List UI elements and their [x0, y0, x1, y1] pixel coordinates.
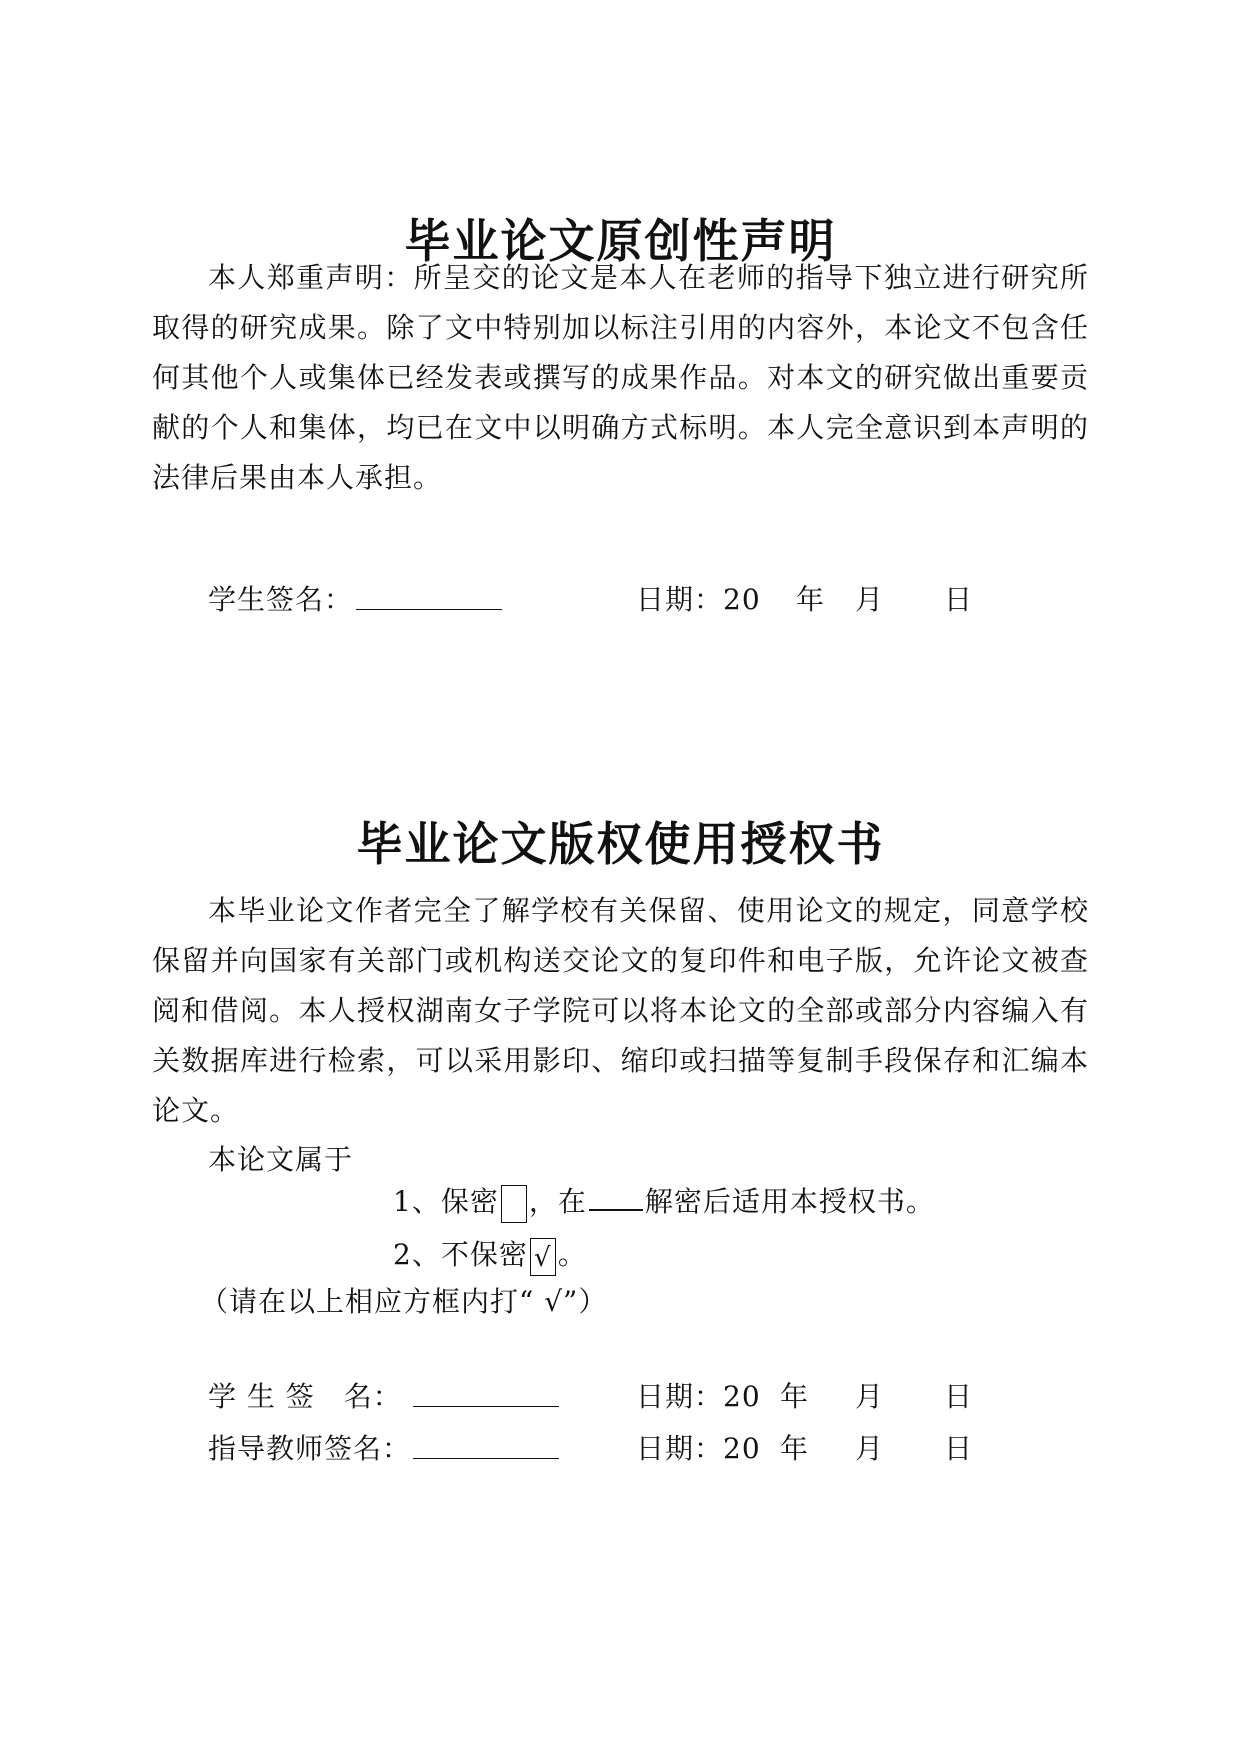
declaration-signature-line[interactable] [356, 609, 502, 610]
declaration-day-label: 日 [944, 583, 974, 616]
not-confidential-checkbox[interactable]: √ [530, 1238, 556, 1276]
teacher-date-label: 日期：20 [636, 1432, 761, 1465]
option-not-confidential-prefix: 2、不保密 [393, 1238, 528, 1271]
confidential-checkbox[interactable] [501, 1185, 527, 1223]
student-date-label: 日期：20 [636, 1380, 761, 1413]
student-month-label: 月 [855, 1380, 885, 1413]
teacher-signature-label: 指导教师签名： [208, 1432, 412, 1465]
declassify-date-blank[interactable] [589, 1181, 643, 1211]
option-not-confidential-suffix: 。 [557, 1238, 587, 1271]
option-confidential [393, 1180, 935, 1223]
checkbox-instruction-note: （请在以上相应方框内打“ √”） [200, 1285, 608, 1318]
student-day-label: 日 [944, 1380, 974, 1413]
option-confidential-prefix: 1、保密 [393, 1185, 499, 1218]
authorization-title: 毕业论文版权使用授权书 [356, 817, 885, 871]
declaration-signature-label: 学生签名： [208, 583, 354, 616]
option-confidential-mid: ，在 [528, 1185, 587, 1218]
student-signature-label: 学 生 签 名： [208, 1380, 402, 1413]
declaration-month-label: 月 [855, 583, 885, 616]
declaration-date-label: 日期：20 [636, 583, 761, 616]
teacher-day-label: 日 [944, 1432, 974, 1465]
option-confidential-suffix: 解密后适用本授权书。 [644, 1185, 935, 1218]
declaration-title: 毕业论文原创性声明 [404, 214, 837, 268]
teacher-signature-line[interactable] [413, 1458, 559, 1459]
declaration-body: 本人郑重声明：所呈交的论文是本人在老师的指导下独立进行研究所取得的研究成果。除了文中特别加以标注引用的内容外，本论文不包含任何其他个人或集体已经发表或撰写的成果作品。对本文的研究做出重要贡献的个人和集体，均已在文中以明确方式标明。本人完全意识到本声明的法律后果由本人承担。 [152, 261, 1089, 494]
option-not-confidential [393, 1233, 587, 1276]
teacher-year-label: 年 [780, 1432, 810, 1465]
authorization-belongs-label: 本论文属于 [208, 1143, 354, 1176]
student-year-label: 年 [780, 1380, 810, 1413]
declaration-year-label: 年 [796, 583, 826, 616]
authorization-body: 本毕业论文作者完全了解学校有关保留、使用论文的规定，同意学校保留并向国家有关部门或机构送交论文的复印件和电子版，允许论文被查阅和借阅。本人授权湖南女子学院可以将本论文的全部或部分内容编入有关数据库进行检索，可以采用影印、缩印或扫描等复制手段保存和汇编本论文。 [152, 894, 1089, 1127]
teacher-month-label: 月 [855, 1432, 885, 1465]
student-signature-line[interactable] [413, 1406, 559, 1407]
